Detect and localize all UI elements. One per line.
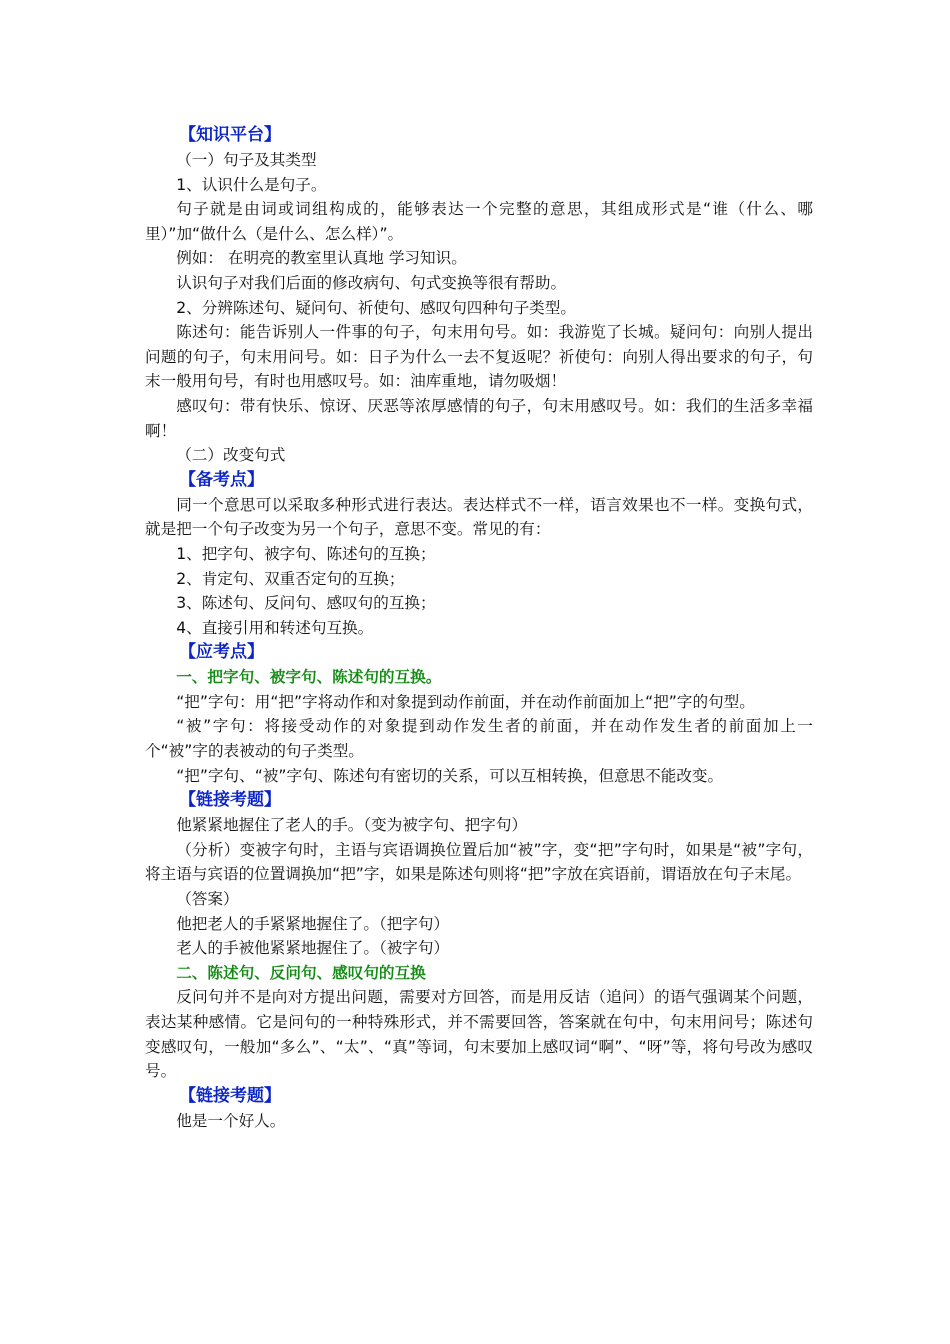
item-four-types: 2、分辨陈述句、疑问句、祈使句、感叹句四种句子类型。 (176, 298, 576, 317)
paragraph-sentence-types: 陈述句：能告诉别人一件事的句子，句末用句号。如：我游览了长城。疑问句：向别人提出问题的句子，句末用问号。如：日子为什么一去不复返呢？祈使句：向别人得出要求的句子，句末一般用句号，有时也用感叹号。如：油库重地，请勿吸烟！ (145, 323, 813, 391)
paragraph-bei-sentence: “被”字句：将接受动作的对象提到动作发生者的前面，并在动作发生者的前面加上一个“被”字的表被动的句子类型。 (145, 717, 813, 761)
paragraph-relation: “把”字句、“被”字句、陈述句有密切的关系，可以互相转换，但意思不能改变。 (176, 766, 724, 785)
section-title-sentence-types: （一）句子及其类型 (176, 151, 317, 169)
paragraph-ba-sentence: “把”字句：用“把”字将动作和对象提到动作前面，并在动作前面加上“把”字的句型。 (176, 692, 755, 711)
section-title-change-form: （二）改变句式 (176, 446, 286, 465)
list-item: 3、陈述句、反问句、感叹句的互换； (176, 594, 436, 613)
heading-linked-question-1: 【链接考题】 (179, 790, 281, 811)
paragraph-sentence-definition: 句子就是由词或词组构成的，能够表达一个完整的意思，其组成形式是“谁（什么、哪里）”加“做什么（是什么、怎么样）”。 (145, 200, 813, 243)
paragraph-answer-1: 他把老人的手紧紧地握住了。（把字句） (176, 914, 450, 933)
paragraph-answer-2: 老人的手被他紧紧地握住了。（被字句） (176, 939, 450, 958)
paragraph-question-1: 他紧紧地握住了老人的手。（变为被字句、把字句） (176, 816, 528, 835)
subheading-rhetorical: 二、陈述句、反问句、感叹句的互换 (176, 963, 426, 982)
paragraph-change-form: 同一个意思可以采取多种形式进行表达。表达样式不一样，语言效果也不一样。变换句式，就是把一个句子改变为另一个句子，意思不变。常见的有： (145, 495, 813, 539)
heading-prep-points: 【备考点】 (179, 469, 264, 490)
item-what-is-sentence: 1、认识什么是句子。 (176, 175, 327, 194)
list-item: 1、把字句、被字句、陈述句的互换； (176, 544, 436, 563)
paragraph-question-2: 他是一个好人。 (176, 1111, 286, 1130)
paragraph-rhetorical: 反问句并不是向对方提出问题，需要对方回答，而是用反诘（追问）的语气强调某个问题，表达某种感情。它是问句的一种特殊形式，并不需要回答，答案就在句中，句末用问号；陈述句变感叹句，一般加“多么”、“太”、“真”等词，句末要加上感叹词“啊”、“呀”等，将句号改为感叹号。 (145, 988, 813, 1081)
paragraph-help: 认识句子对我们后面的修改病句、句式变换等很有帮助。 (176, 273, 567, 292)
list-item: 4、直接引用和转述句互换。 (176, 618, 374, 637)
list-item: 2、肯定句、双重否定句的互换； (176, 569, 405, 588)
paragraph-analysis: （分析）变被字句时，主语与宾语调换位置后加“被”字，变“把”字句时，如果是“被”字句，将主语与宾语的位置调换加“把”字，如果是陈述句则将“把”字放在宾语前，谓语放在句子末尾。 (145, 840, 813, 884)
heading-exam-points: 【应考点】 (179, 642, 264, 663)
document-page (145, 123, 813, 1133)
heading-knowledge-platform: 【知识平台】 (179, 125, 281, 145)
paragraph-example: 例如： 在明亮的教室里认真地 学习知识。 (176, 249, 467, 268)
paragraph-answer-label: （答案） (176, 890, 239, 909)
heading-linked-question-2: 【链接考题】 (179, 1085, 281, 1106)
subheading-ba-bei: 一、把字句、被字句、陈述句的互换。 (176, 668, 442, 687)
paragraph-exclamatory: 感叹句：带有快乐、惊讶、厌恶等浓厚感情的句子，句末用感叹号。如：我们的生活多幸福啊！ (145, 396, 813, 440)
